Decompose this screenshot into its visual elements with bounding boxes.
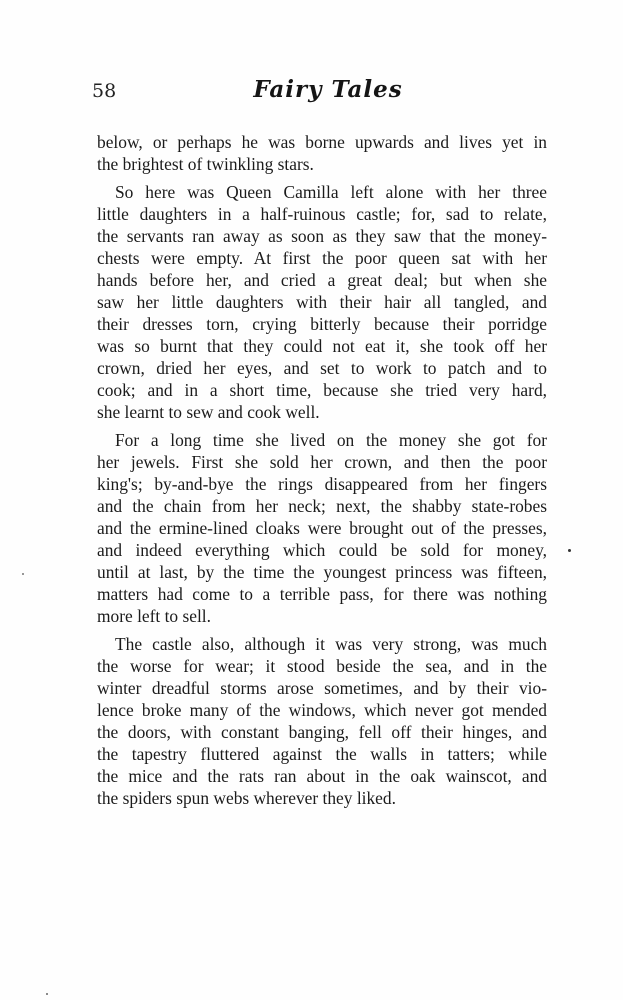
page-speck xyxy=(22,573,24,575)
text-line: was so burnt that they could not eat it, she took off her xyxy=(97,336,547,356)
text-line: and the ermine-lined cloaks were brought out of the presses, xyxy=(97,518,547,538)
text-line: For a long time she lived on the money she got for xyxy=(115,430,547,450)
page-speck xyxy=(568,549,571,552)
text-line: and indeed everything which could be sold for money, xyxy=(97,540,547,560)
text-line: she learnt to sew and cook well. xyxy=(97,402,320,422)
text-line: more left to sell. xyxy=(97,606,211,626)
text-line: matters had come to a terrible pass, for there was nothing xyxy=(97,584,547,604)
text-line: the brightest of twinkling stars. xyxy=(97,154,314,174)
page-speck xyxy=(46,993,48,995)
text-line: until at last, by the time the youngest princess was fifteen, xyxy=(97,562,547,582)
text-line: The castle also, although it was very strong, was much xyxy=(115,634,547,654)
text-line: saw her little daughters with their hair all tangled, and xyxy=(97,292,547,312)
text-line: the tapestry fluttered against the walls in tatters; while xyxy=(97,744,547,764)
running-title: Fairy Tales xyxy=(253,76,403,103)
text-line: So here was Queen Camilla left alone with her three xyxy=(115,182,547,202)
text-line: her jewels. First she sold her crown, and then the poor xyxy=(97,452,547,472)
text-line: the worse for wear; it stood beside the sea, and in the xyxy=(97,656,547,676)
text-line: winter dreadful storms arose sometimes, and by their vio- xyxy=(97,678,547,698)
paragraph-4 xyxy=(97,633,547,809)
text-line: lence broke many of the windows, which never got mended xyxy=(97,700,547,720)
text-line: king's; by-and-bye the rings disappeared from her fingers xyxy=(97,474,547,494)
text-line: the mice and the rats ran about in the oak wainscot, and xyxy=(97,766,547,786)
text-line: little daughters in a half-ruinous castle; for, sad to relate, xyxy=(97,204,547,224)
text-line: crown, dried her eyes, and set to work to patch and to xyxy=(97,358,547,378)
text-line: hands before her, and cried a great deal; but when she xyxy=(97,270,547,290)
text-line: below, or perhaps he was borne upwards and lives yet in xyxy=(97,132,547,152)
text-line: the spiders spun webs wherever they liked. xyxy=(97,788,396,808)
paragraph-3 xyxy=(97,429,547,627)
text-line: chests were empty. At first the poor queen sat with her xyxy=(97,248,547,268)
text-line: cook; and in a short time, because she tried very hard, xyxy=(97,380,547,400)
body-text xyxy=(97,131,547,809)
paragraph-1 xyxy=(97,131,547,175)
text-line: the servants ran away as soon as they saw that the money- xyxy=(97,226,547,246)
page-header xyxy=(92,76,542,112)
paragraph-2 xyxy=(97,181,547,423)
text-line: the doors, with constant banging, fell off their hinges, and xyxy=(97,722,547,742)
page-number: 58 xyxy=(92,80,117,102)
text-line: and the chain from her neck; next, the shabby state-robes xyxy=(97,496,547,516)
text-line: their dresses torn, crying bitterly because their porridge xyxy=(97,314,547,334)
